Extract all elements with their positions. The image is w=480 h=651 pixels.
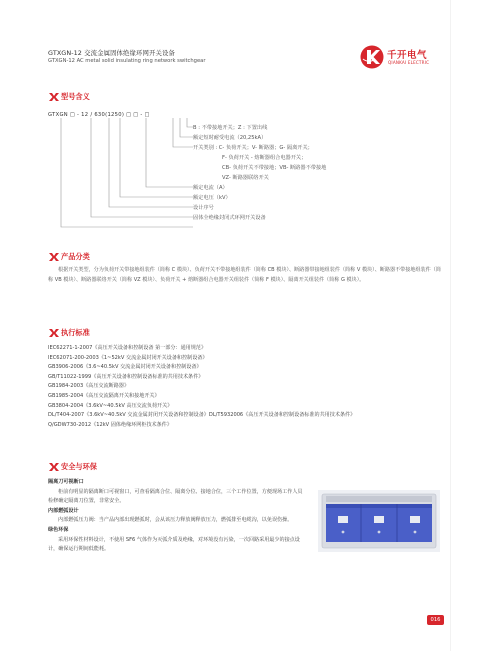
classification-text: 根据开关类型，分为负荷开关带接地组装件（简称 C 模块）、负荷开关不带接地组装件（简称 CB 模块）、断路器带接地组装件（简称 V 模块）、断路器不带接地组装件（简称 VB 模块）、断路器联络开关（简称 VZ 模块）、负荷开关 + 熔断器组合电器开关组装件（简称 F 模块）、隔离开关组装件（简称 G 模块）。	[48, 267, 441, 283]
safety-text: 柜前有明显的隔离断口可视窗口，可查看隔离合位、隔离分位、接地合位，三个工作位置，方便现场工作人员检修确定隔离刀位置，非常安全。	[48, 488, 303, 505]
standard-item: GB3906-2006《3.6~40.5kV 交流金属封闭开关设备和控制设备》	[48, 364, 202, 371]
brand-name-cn: 千开电气	[387, 50, 428, 61]
brand-bullet-icon	[48, 252, 60, 262]
section-title: 执行标准	[61, 328, 90, 337]
standard-item: GB/T11022-1999《高压开关设备和控制设备标准的共用技术条件》	[48, 373, 204, 380]
page-number: 016	[427, 615, 444, 625]
standard-item: IEC62271-1-2007《高压开关设备和控制设备 第一部分：通用规范》	[48, 345, 207, 351]
standard-item: DL/T404-2007《3.6kV~40.5kV 交流金属封闭开关设备和控制设备》DL/T5932006《高压开关设备和控制设备标准的共用技术条件》	[48, 412, 356, 419]
page-subtitle: GTXGN-12 AC metal solid insulating ring network switchgear	[48, 58, 206, 64]
model-option: CB- 负荷开关不带接地；VB- 断路器不带接地	[222, 165, 327, 171]
standard-item: Q/GDW730-2012《12kV 固体绝缘环网柜技术条件》	[48, 421, 172, 428]
model-code: GTXGN □ - 12 / 630(1250) □ □ - □	[48, 112, 150, 118]
brand-bullet-icon	[48, 462, 60, 472]
switchgear-image	[318, 490, 440, 552]
product-photo	[318, 490, 440, 552]
safety-heading: 隔离刀可视断口	[48, 479, 84, 485]
model-bracket-diagram	[48, 118, 198, 228]
page-edge-line	[450, 0, 451, 651]
page-title: GTXGN-12 交流金属固体绝缘环网开关设备	[48, 49, 175, 57]
brand-bullet-icon	[48, 328, 60, 338]
model-option: 设计序号	[193, 205, 214, 211]
brand-logo	[360, 45, 442, 71]
section-title: 安全与环保	[61, 462, 97, 471]
safety-heading: 内部燃弧设计	[48, 507, 79, 514]
standard-item: IEC62071-200-2003《1~52kV 交流金属封闭开关设备和控制设备》	[48, 354, 208, 361]
safety-text: 采用环保性材料设计，不使用 SF6 气体作为灭弧介质及绝缘，对环境没有污染，一次回路采用最少的接点设计，确保运行期间低能耗。	[48, 536, 300, 553]
section-title: 产品分类	[61, 252, 90, 261]
safety-text: 内部燃弧压力阀：当产品内部出现燃弧时，会从该压力释放阀释放压力，燃弧排至电缆沟，以免误伤操。	[58, 517, 293, 524]
model-option: VZ- 断路器联络开关	[222, 175, 269, 181]
standard-item: GB3804-2004《3.6kV~40.5kV 高压交流负荷开关》	[48, 402, 173, 409]
safety-heading: 绿色环保	[48, 526, 69, 533]
model-option: F- 负荷开关 - 熔断器组合电器开关；	[222, 155, 307, 161]
model-option: 固体全绝缘封闭式环网开关设备	[193, 215, 266, 221]
brand-logo-mark	[360, 45, 384, 69]
standard-item: GB1984-2003《高压交流断路器》	[48, 383, 130, 390]
brand-name-en: QIANKAI ELECTRIC	[388, 60, 430, 65]
model-option: 额定短时耐受电流（20,25kA）	[193, 135, 267, 141]
safety-block	[48, 478, 303, 555]
model-option: 开关类别 : C- 负荷开关；V- 断路器；G- 隔离开关；	[193, 145, 313, 151]
model-option: B : 不带接地开关；Z : 下置出线	[193, 125, 268, 131]
model-option: 额定电流（A）	[193, 185, 228, 191]
section-title: 型号含义	[61, 92, 90, 101]
brand-bullet-icon	[48, 92, 60, 102]
standards-list	[48, 344, 355, 430]
classification-paragraph	[48, 266, 442, 285]
model-option: 额定电压（kV）	[193, 195, 231, 201]
standard-item: GB1985-2004《高压交流隔离开关和接地开关》	[48, 392, 160, 399]
